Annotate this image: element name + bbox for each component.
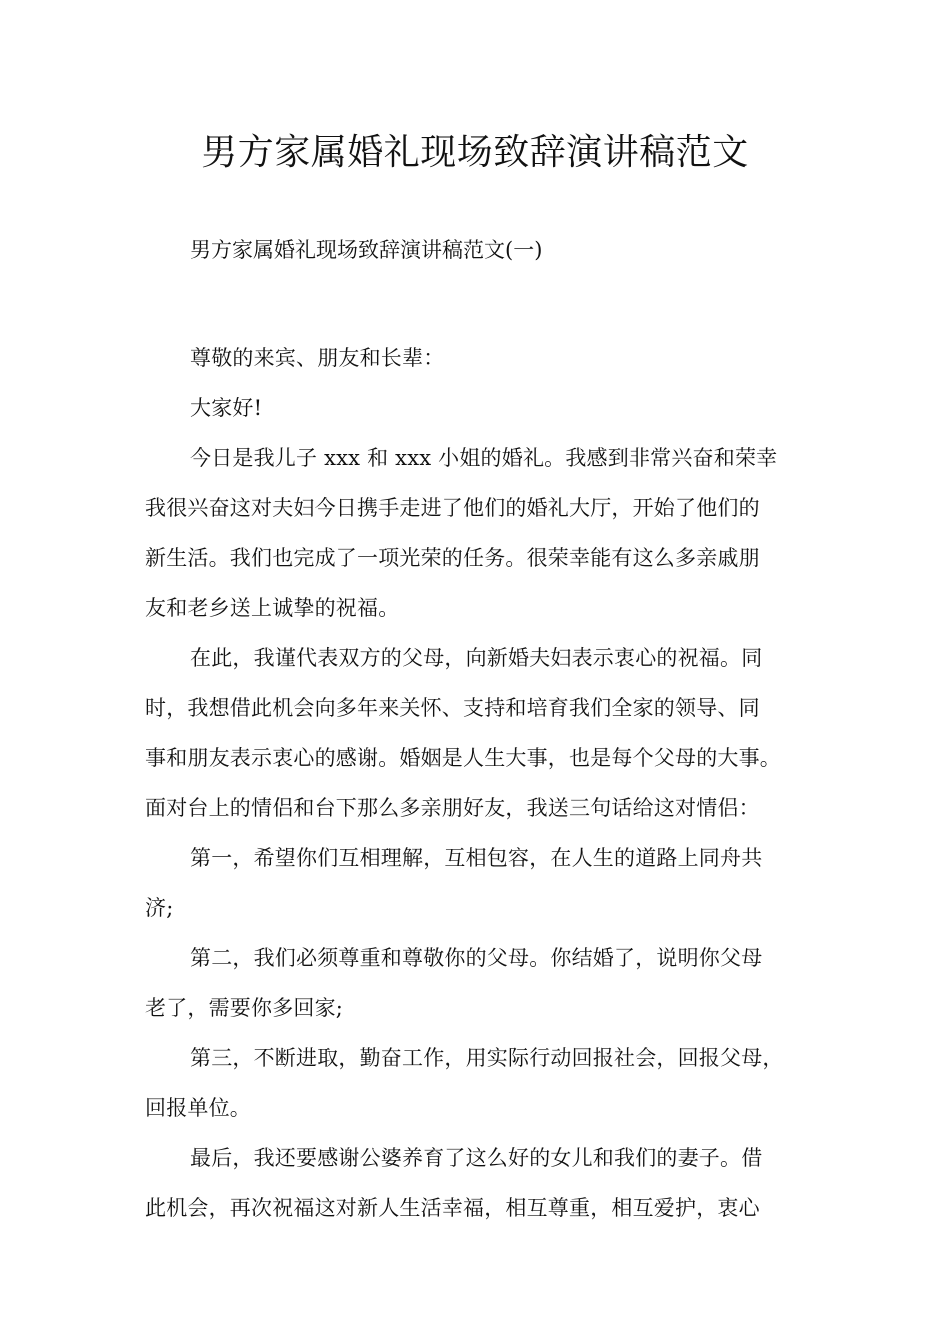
paragraph: 在此，我谨代表双方的父母，向新婚夫妇表示衷心的祝福。同 时，我想借此机会向多年来关怀、支持和培育我们全家的领导、同 事和朋友表示衷心的感谢。婚姻是人生大事，也是每个父母的大事。 面对台上的情侣和台下那么多亲朋好友，我送三句话给这对情侣： [145,646,781,820]
paragraph: 第三，不断进取，勤奋工作，用实际行动回报社会，回报父母， 回报单位。 [145,1046,784,1120]
paragraph-salutation: 尊敬的来宾、朋友和长辈： [190,346,445,370]
paragraph: 最后，我还要感谢公婆养育了这么好的女儿和我们的妻子。借 此机会，再次祝福这对新人生活幸福，相互尊重，相互爱护，衷心 [145,1146,763,1220]
document-title: 男方家属婚礼现场致辞演讲稿范文 [201,132,749,173]
document-subtitle: 男方家属婚礼现场致辞演讲稿范文(一) [190,238,543,262]
paragraph: 今日是我儿子 xxx 和 xxx 小姐的婚礼。我感到非常兴奋和荣幸 我很兴奋这对夫妇今日携手走进了他们的婚礼大厅，开始了他们的 新生活。我们也完成了一项光荣的任务。很荣幸能有这么多亲戚朋 友和老乡送上诚挚的祝福。 [145,446,778,620]
paragraph: 第一，希望你们互相理解，互相包容，在人生的道路上同舟共 济; [145,846,763,920]
paragraph-greeting: 大家好! [190,396,263,420]
paragraph: 第二，我们必须尊重和尊敬你的父母。你结婚了，说明你父母 老了，需要你多回家; [145,946,763,1020]
document-body [145,333,810,1233]
